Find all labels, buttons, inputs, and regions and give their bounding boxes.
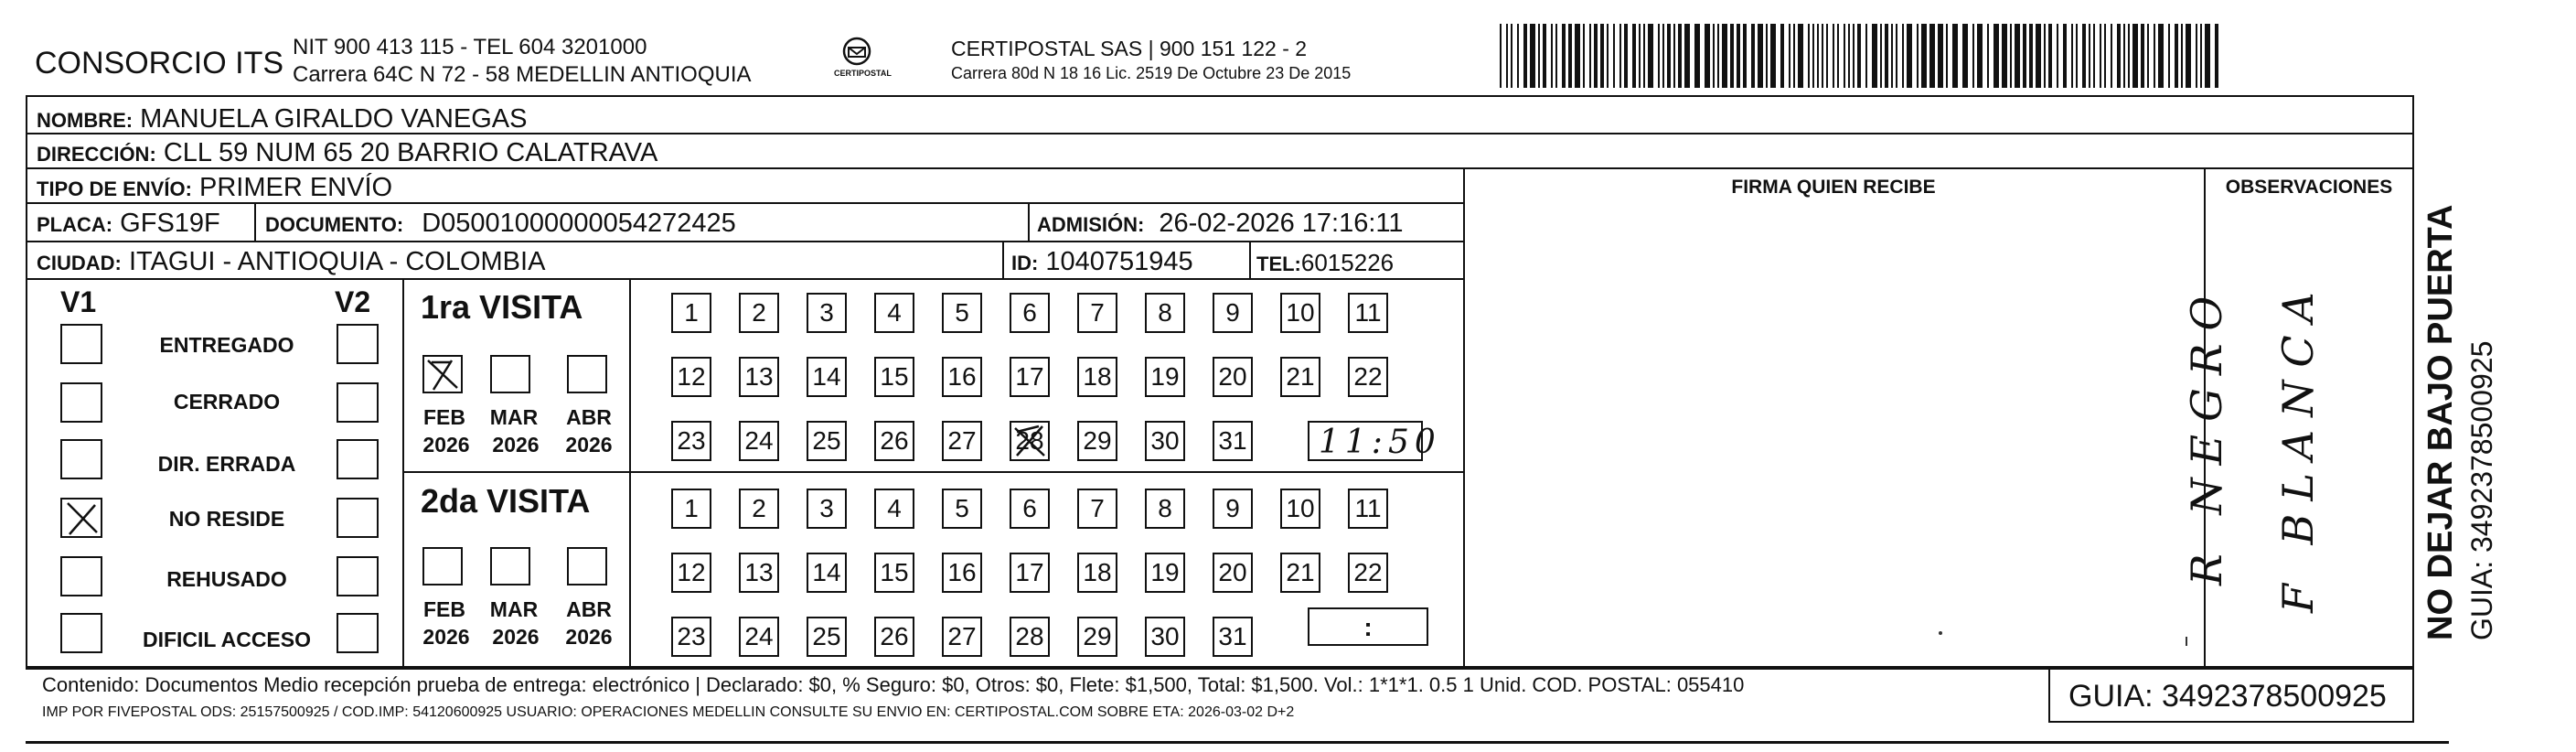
- visit1-day-14[interactable]: [807, 357, 847, 397]
- day-number: 17: [1015, 362, 1044, 391]
- day-number: 4: [887, 494, 902, 522]
- day-number: 8: [1158, 494, 1172, 522]
- day-number: 13: [744, 558, 774, 586]
- visit1-day-26[interactable]: [874, 421, 914, 461]
- visit2-month-feb-box[interactable]: [422, 547, 463, 585]
- day-number: 5: [955, 494, 969, 522]
- visit1-day-20[interactable]: [1213, 357, 1253, 397]
- visit2-day-29[interactable]: [1077, 617, 1117, 657]
- visit1-time-box[interactable]: [1308, 421, 1441, 461]
- visit2-day-30[interactable]: [1145, 617, 1185, 657]
- status-cerrado: CERRADO: [173, 390, 281, 414]
- visit1-time: 11:50: [1319, 424, 1441, 461]
- visit1-day-8[interactable]: [1145, 293, 1185, 333]
- document-label: DOCUMENTO:: [265, 213, 404, 236]
- visit1-month-feb-box[interactable]: [422, 355, 463, 393]
- barcode: [1500, 24, 2231, 88]
- stray-dot: [1939, 631, 1942, 635]
- day-number: 3: [819, 494, 834, 522]
- visit2-day-11[interactable]: [1348, 489, 1388, 529]
- id-label: ID:: [1011, 252, 1039, 274]
- visit2-day-7[interactable]: [1077, 489, 1117, 529]
- visit1-day-9[interactable]: [1213, 293, 1253, 333]
- visit1-day-5[interactable]: [942, 293, 982, 333]
- visit2-day-9[interactable]: [1213, 489, 1253, 529]
- document-value: D05001000000054272425: [422, 209, 736, 238]
- day-number: 31: [1218, 622, 1247, 650]
- visit2-day-28[interactable]: [1010, 617, 1050, 657]
- day-number: 20: [1218, 362, 1247, 391]
- visit1-month-feb: FEB: [423, 405, 465, 429]
- day-number: 30: [1150, 426, 1180, 455]
- day-number: 14: [812, 558, 841, 586]
- envelope-icon: [834, 35, 880, 68]
- visit1-day-19[interactable]: [1145, 357, 1185, 397]
- day-number: 27: [947, 426, 977, 455]
- day-number: 9: [1225, 494, 1240, 522]
- visit2-time: :: [1363, 613, 1373, 641]
- day-number: 3: [819, 298, 834, 327]
- visit2-time-box[interactable]: [1308, 607, 1428, 646]
- admission-value: 26-02-2026 17:16:11: [1159, 209, 1404, 238]
- plate-cell: [37, 210, 220, 237]
- day-number: 26: [880, 426, 909, 455]
- city-value: ITAGUI - ANTIOQUIA - COLOMBIA: [128, 247, 546, 276]
- visit2-day-2[interactable]: [739, 489, 779, 529]
- day-number: 16: [947, 362, 977, 391]
- signature-header: FIRMA QUIEN RECIBE: [1731, 177, 1936, 198]
- visit2-day-20[interactable]: [1213, 553, 1253, 593]
- visit1-day-17[interactable]: [1010, 357, 1050, 397]
- id-value: 1040751945: [1045, 247, 1193, 276]
- visit2-day-6[interactable]: [1010, 489, 1050, 529]
- stray-mark: [2186, 637, 2187, 646]
- visit1-day-23[interactable]: [671, 421, 711, 461]
- visit2-day-26[interactable]: [874, 617, 914, 657]
- day-number: 29: [1083, 622, 1112, 650]
- day-number: 7: [1090, 298, 1105, 327]
- admission-cell: [1037, 210, 1404, 237]
- day-number: 9: [1225, 298, 1240, 327]
- certipostal-logo: [834, 35, 892, 81]
- v2-checkbox-entregado[interactable]: [337, 324, 379, 364]
- city-cell: [37, 249, 545, 275]
- visit2-day-31[interactable]: [1213, 617, 1253, 657]
- v2-label: V2: [335, 285, 371, 318]
- visit1-day-28[interactable]: [1010, 421, 1050, 461]
- visit2-day-12[interactable]: [671, 553, 711, 593]
- day-number: 24: [744, 622, 774, 650]
- visit1-day-7[interactable]: [1077, 293, 1117, 333]
- visit2-month-abr: ABR: [566, 597, 612, 621]
- visit2-month-abr-box[interactable]: [567, 547, 607, 585]
- visit2-day-4[interactable]: [874, 489, 914, 529]
- visit2-day-21[interactable]: [1280, 553, 1320, 593]
- v2-checkbox-dificil-acceso[interactable]: [337, 613, 379, 653]
- tel-value: 6015226: [1300, 249, 1395, 276]
- visit1-day-12[interactable]: [671, 357, 711, 397]
- day-number: 23: [677, 622, 706, 650]
- visit2-month-mar-box[interactable]: [490, 547, 530, 585]
- visit2-title: 2da VISITA: [421, 482, 591, 520]
- v2-checkbox-no-reside[interactable]: [337, 498, 379, 538]
- day-number: 21: [1286, 558, 1315, 586]
- visit1-month-mar-box[interactable]: [490, 355, 530, 393]
- day-number: 21: [1286, 362, 1315, 391]
- visit1-month-abr: ABR: [566, 405, 612, 429]
- day-number: 5: [955, 298, 969, 327]
- company-address: Carrera 64C N 72 - 58 MEDELLIN ANTIOQUIA: [293, 62, 752, 87]
- visit1-day-6[interactable]: [1010, 293, 1050, 333]
- check-x-mark: [424, 357, 461, 392]
- company-name: CONSORCIO ITS: [35, 46, 284, 81]
- company-nit-tel: NIT 900 413 115 - TEL 604 3201000: [293, 35, 647, 59]
- visit1-day-11[interactable]: [1348, 293, 1388, 333]
- day-number: 4: [887, 298, 902, 327]
- plate-value: GFS19F: [120, 209, 220, 238]
- footer-guide: GUIA: 3492378500925: [2068, 679, 2387, 714]
- visit1-year-feb: 2026: [422, 433, 470, 457]
- document-cell: [265, 210, 736, 237]
- visit2-year-feb: 2026: [422, 625, 470, 649]
- id-cell: [1011, 249, 1193, 275]
- logo-text: CERTIPOSTAL: [834, 69, 892, 78]
- day-number: 26: [880, 622, 909, 650]
- visit1-day-15[interactable]: [874, 357, 914, 397]
- visit2-day-22[interactable]: [1348, 553, 1388, 593]
- handwritten-note-line2: F BLANCA: [2273, 279, 2323, 613]
- certipostal-license: Carrera 80d N 18 16 Lic. 2519 De Octubre 23 De 2015: [951, 64, 1352, 82]
- status-dificil-acceso: DIFICIL ACCESO: [142, 628, 311, 651]
- day-number: 6: [1022, 494, 1037, 522]
- day-number: 14: [812, 362, 841, 391]
- visit1-day-31[interactable]: [1213, 421, 1253, 461]
- recipient-name: MANUELA GIRALDO VANEGAS: [140, 104, 528, 134]
- visit1-day-16[interactable]: [942, 357, 982, 397]
- visit2-day-23[interactable]: [671, 617, 711, 657]
- visit1-day-25[interactable]: [807, 421, 847, 461]
- visit1-day-29[interactable]: [1077, 421, 1117, 461]
- visit1-day-1[interactable]: [671, 293, 711, 333]
- day-number: 11: [1354, 298, 1382, 327]
- day-number: 25: [812, 622, 841, 650]
- bottom-rule: [26, 741, 2449, 744]
- visit2-day-19[interactable]: [1145, 553, 1185, 593]
- v1-label: V1: [60, 285, 97, 318]
- day-number: 1: [684, 298, 699, 327]
- address-label: DIRECCIÓN:: [37, 143, 156, 166]
- status-no-reside: NO RESIDE: [168, 507, 285, 531]
- day-number: 15: [880, 558, 909, 586]
- status-dir-errada: DIR. ERRADA: [157, 452, 296, 476]
- day-number: 27: [947, 622, 977, 650]
- visit2-day-5[interactable]: [942, 489, 982, 529]
- status-rehusado: REHUSADO: [166, 567, 287, 591]
- visit1-day-22[interactable]: [1348, 357, 1388, 397]
- name-label: NOMBRE:: [37, 109, 134, 132]
- day-number: 19: [1150, 558, 1180, 586]
- day-number: 15: [880, 362, 909, 391]
- v2-checkbox-cerrado[interactable]: [337, 382, 379, 423]
- tel-label: TEL:: [1256, 252, 1301, 275]
- visit1-year-abr: 2026: [565, 433, 613, 457]
- visit2-day-13[interactable]: [739, 553, 779, 593]
- day-number: 11: [1354, 494, 1382, 522]
- day-number: 6: [1022, 298, 1037, 327]
- footer-imp: IMP POR FIVEPOSTAL ODS: 25157500925 / COD.IMP: 54120600925 USUARIO: OPERACIONES MEDELLIN CONSULTE SU ENVIO EN: CERTIPOSTAL.COM SOBRE ETA: 2026-03-02 D+2: [42, 704, 1295, 720]
- visit2-day-10[interactable]: [1280, 489, 1320, 529]
- visit1-title: 1ra VISITA: [421, 288, 583, 326]
- day-number: 12: [677, 362, 706, 391]
- visit1-day-18[interactable]: [1077, 357, 1117, 397]
- day-number: 16: [947, 558, 977, 586]
- day-number: 31: [1218, 426, 1247, 455]
- day-number: 7: [1090, 494, 1105, 522]
- shipment-type: PRIMER ENVÍO: [198, 173, 393, 202]
- day-number: 2: [752, 494, 766, 522]
- visit2-day-25[interactable]: [807, 617, 847, 657]
- visit1-day-10[interactable]: [1280, 293, 1320, 333]
- day-number: 30: [1150, 622, 1180, 650]
- day-number: 17: [1015, 558, 1044, 586]
- status-entregado: ENTREGADO: [159, 333, 294, 357]
- side-notice: NO DEJAR BAJO PUERTA: [2421, 204, 2460, 640]
- visit2-month-mar: MAR: [489, 597, 539, 621]
- observations-header: OBSERVACIONES: [2225, 177, 2393, 198]
- check-x-mark: [1011, 423, 1048, 459]
- day-number: 20: [1218, 558, 1247, 586]
- visit1-day-21[interactable]: [1280, 357, 1320, 397]
- visit1-day-4[interactable]: [874, 293, 914, 333]
- handwritten-note-line1: R NEGRO: [2182, 283, 2231, 585]
- tel-cell: [1256, 251, 1394, 274]
- day-number: 28: [1015, 622, 1044, 650]
- day-number: 2: [752, 298, 766, 327]
- visit1-month-abr-box[interactable]: [567, 355, 607, 393]
- visit2-year-mar: 2026: [492, 625, 540, 649]
- name-row: [37, 106, 527, 133]
- visit2-day-16[interactable]: [942, 553, 982, 593]
- visit2-day-1[interactable]: [671, 489, 711, 529]
- type-row: [37, 175, 392, 201]
- footer-guide-box: [2048, 666, 2414, 723]
- visit1-year-mar: 2026: [492, 433, 540, 457]
- v2-checkbox-dir-errada[interactable]: [337, 439, 379, 479]
- v2-checkbox-rehusado[interactable]: [337, 556, 379, 596]
- day-number: 13: [744, 362, 774, 391]
- side-guide: GUIA: 3492378500925: [2465, 340, 2498, 640]
- visit1-day-2[interactable]: [739, 293, 779, 333]
- day-number: 10: [1286, 494, 1315, 522]
- visit1-month-mar: MAR: [489, 405, 539, 429]
- visit2-month-feb: FEB: [423, 597, 465, 621]
- day-number: 29: [1083, 426, 1112, 455]
- visit1-day-30[interactable]: [1145, 421, 1185, 461]
- day-number: 1: [684, 494, 699, 522]
- visit2-day-17[interactable]: [1010, 553, 1050, 593]
- day-number: 8: [1158, 298, 1172, 327]
- visit2-year-abr: 2026: [565, 625, 613, 649]
- day-number: 22: [1353, 362, 1383, 391]
- footer-content: Contenido: Documentos Medio recepción prueba de entrega: electrónico | Declarado: $0, % Seguro: $0, Otros: $0, Flete: $1,500, Total: $1,500. Vol.: 1*1*1. 0.5 1 Unid. COD. POSTAL: 055410: [42, 673, 1745, 696]
- visit1-day-24[interactable]: [739, 421, 779, 461]
- certipostal-info: CERTIPOSTAL SAS | 900 151 122 - 2: [951, 37, 1308, 60]
- admission-label: ADMISIÓN:: [1037, 213, 1145, 236]
- day-number: 24: [744, 426, 774, 455]
- visit2-day-8[interactable]: [1145, 489, 1185, 529]
- visit2-day-27[interactable]: [942, 617, 982, 657]
- day-number: 28: [1015, 426, 1044, 455]
- recipient-address: CLL 59 NUM 65 20 BARRIO CALATRAVA: [163, 138, 658, 167]
- day-number: 18: [1083, 558, 1112, 586]
- day-number: 22: [1353, 558, 1383, 586]
- visit1-day-3[interactable]: [807, 293, 847, 333]
- day-number: 19: [1150, 362, 1180, 391]
- day-number: 18: [1083, 362, 1112, 391]
- visit2-day-3[interactable]: [807, 489, 847, 529]
- visit2-day-14[interactable]: [807, 553, 847, 593]
- type-label: TIPO DE ENVÍO:: [37, 177, 192, 200]
- visit2-day-24[interactable]: [739, 617, 779, 657]
- day-number: 23: [677, 426, 706, 455]
- day-number: 12: [677, 558, 706, 586]
- visit1-day-27[interactable]: [942, 421, 982, 461]
- plate-label: PLACA:: [37, 213, 113, 236]
- visit1-day-13[interactable]: [739, 357, 779, 397]
- visit2-day-18[interactable]: [1077, 553, 1117, 593]
- address-row: [37, 140, 657, 167]
- day-number: 10: [1286, 298, 1315, 327]
- visit2-day-15[interactable]: [874, 553, 914, 593]
- city-label: CIUDAD:: [37, 252, 122, 274]
- day-number: 25: [812, 426, 841, 455]
